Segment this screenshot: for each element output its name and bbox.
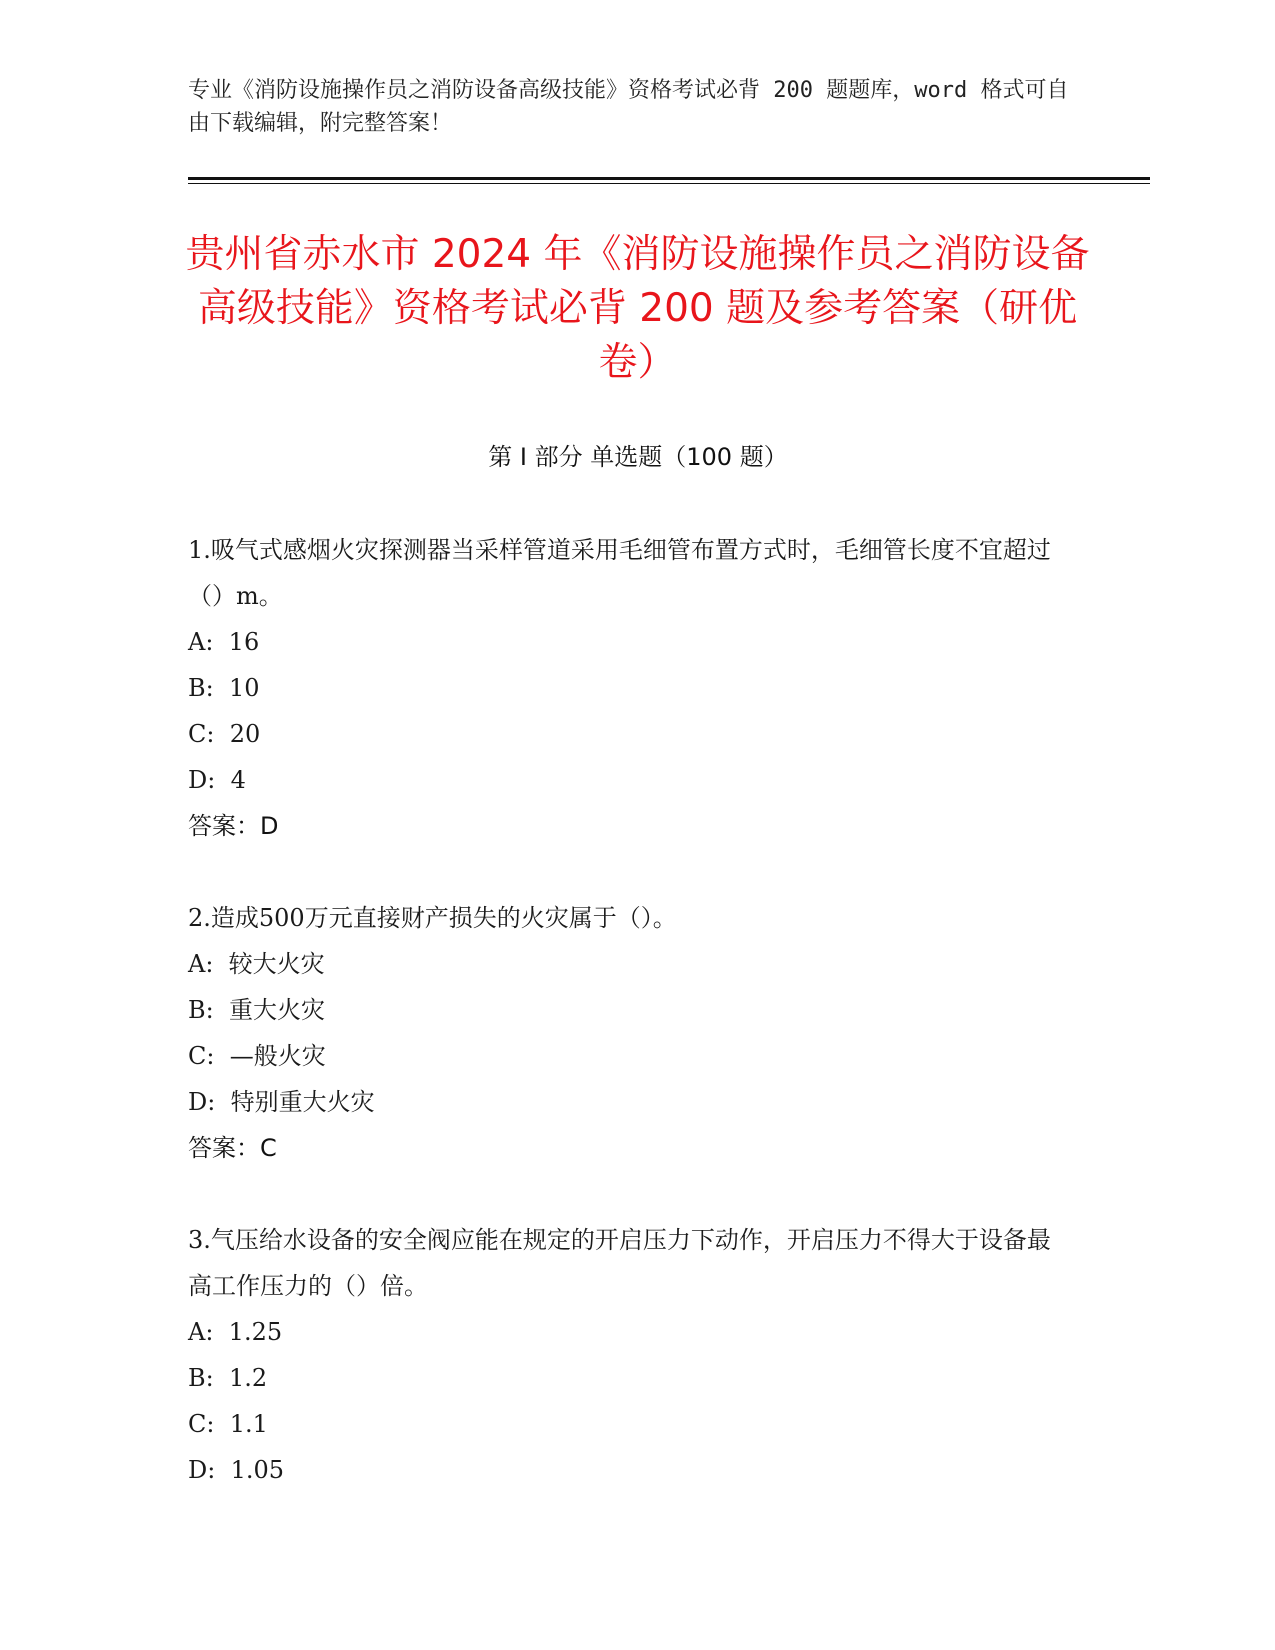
option-c: C: 1.1 xyxy=(188,1410,268,1438)
document-title: 贵州省赤水市 2024 年《消防设施操作员之消防设备高级技能》资格考试必背 200 题及参考答案（研优卷） xyxy=(185,232,1090,385)
option-a: A: 较大火灾 xyxy=(188,950,325,978)
header-divider-thick xyxy=(188,177,1150,180)
option-d: D: 特别重大火灾 xyxy=(188,1088,375,1116)
answer-line: 答案：D xyxy=(188,812,279,840)
answer-line: 答案：C xyxy=(188,1134,277,1162)
option-c: C: 20 xyxy=(188,720,261,748)
question-2 xyxy=(188,895,1068,1171)
option-d: D: 1.05 xyxy=(188,1456,285,1484)
header-divider-thin xyxy=(188,183,1150,184)
option-b: B: 10 xyxy=(188,674,260,702)
question-stem: 3.气压给水设备的安全阀应能在规定的开启压力下动作，开启压力不得大于设备最高工作压力的（）倍。 xyxy=(188,1226,1051,1300)
option-c: C: —般火灾 xyxy=(188,1042,326,1070)
section-heading: 第 I 部分 单选题（100 题） xyxy=(488,443,788,471)
option-a: A: 1.25 xyxy=(188,1318,283,1346)
question-list xyxy=(188,527,1068,1539)
question-stem: 1.吸气式感烟火灾探测器当采样管道采用毛细管布置方式时，毛细管长度不宜超过（）m。 xyxy=(188,536,1051,610)
option-b: B: 1.2 xyxy=(188,1364,268,1392)
option-a: A: 16 xyxy=(188,628,260,656)
header-note: 专业《消防设施操作员之消防设备高级技能》资格考试必背 200 题题库，word 格式可自由下载编辑，附完整答案！ xyxy=(188,78,1069,136)
question-stem: 2.造成500万元直接财产损失的火灾属于（）。 xyxy=(188,904,677,932)
option-d: D: 4 xyxy=(188,766,246,794)
question-3 xyxy=(188,1217,1068,1493)
option-b: B: 重大火灾 xyxy=(188,996,325,1024)
question-1 xyxy=(188,527,1068,849)
